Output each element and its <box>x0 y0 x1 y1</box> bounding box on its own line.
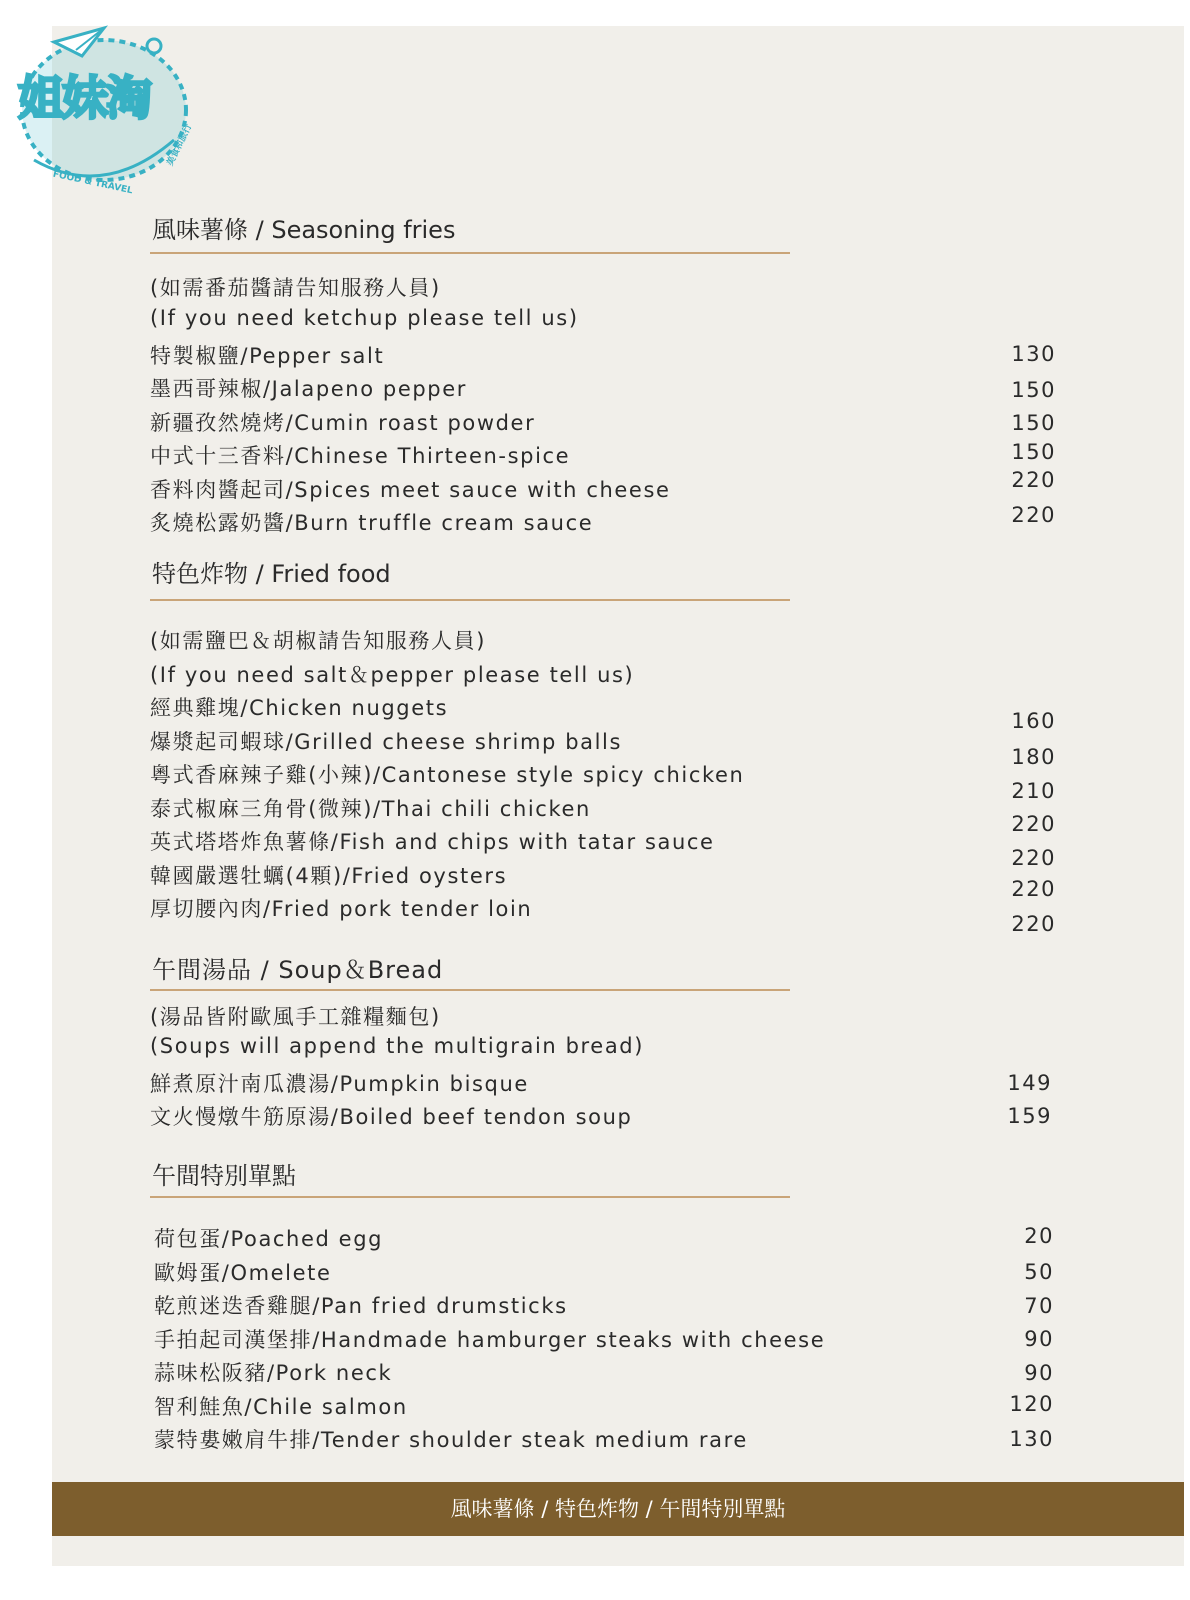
menu-item-price: 90 <box>1024 1327 1054 1351</box>
menu-item-name: 歐姆蛋/Omelete <box>154 1261 332 1285</box>
menu-item-name: 炙燒松露奶醬/Burn truffle cream sauce <box>150 511 594 535</box>
fries-note-zh: (如需番茄醬請告知服務人員) <box>150 276 441 300</box>
fried-note-zh: (如需鹽巴＆胡椒請告知服務人員) <box>150 629 486 653</box>
logo-name: 姐妹淘 <box>18 71 150 125</box>
menu-item-name: 手拍起司漢堡排/Handmade hamburger steaks with cheese <box>154 1328 826 1352</box>
section-title-fries: 風味薯條 / Seasoning fries <box>152 216 456 244</box>
menu-item-price: 220 <box>1011 912 1056 936</box>
menu-item-price: 159 <box>1007 1104 1052 1128</box>
section-title-special: 午間特別單點 <box>152 1162 296 1190</box>
menu-item-name: 厚切腰內肉/Fried pork tender loin <box>150 897 533 921</box>
menu-item-name: 文火慢燉牛筋原湯/Boiled beef tendon soup <box>150 1105 633 1129</box>
soup-note-en: (Soups will append the multigrain bread) <box>150 1034 645 1058</box>
soup-note-zh: (湯品皆附歐風手工雜糧麵包) <box>150 1005 441 1029</box>
menu-item-price: 70 <box>1024 1294 1054 1318</box>
menu-item-price: 210 <box>1011 779 1056 803</box>
menu-item-price: 220 <box>1011 846 1056 870</box>
menu-item-price: 220 <box>1011 877 1056 901</box>
menu-item-price: 150 <box>1011 440 1056 464</box>
menu-item-price: 130 <box>1009 1427 1054 1451</box>
menu-item-price: 220 <box>1011 503 1056 527</box>
divider <box>150 252 790 254</box>
fries-note-en: (If you need ketchup please tell us) <box>150 306 579 330</box>
logo-tagline-en: FOOD & TRAVEL <box>51 169 134 197</box>
menu-item-price: 50 <box>1024 1260 1054 1284</box>
menu-item-name: 鮮煮原汁南瓜濃湯/Pumpkin bisque <box>150 1072 529 1096</box>
menu-item-price: 220 <box>1011 468 1056 492</box>
menu-item-name: 智利鮭魚/Chile salmon <box>154 1395 408 1419</box>
menu-item-name: 經典雞塊/Chicken nuggets <box>150 696 449 720</box>
section-title-soup: 午間湯品 / Soup＆Bread <box>152 956 444 984</box>
divider <box>150 1196 790 1198</box>
section-title-fried: 特色炸物 / Fried food <box>152 560 391 588</box>
menu-item-name: 爆漿起司蝦球/Grilled cheese shrimp balls <box>150 730 623 754</box>
menu-item-name: 泰式椒麻三角骨(微辣)/Thai chili chicken <box>150 797 591 821</box>
menu-item-name: 粵式香麻辣子雞(小辣)/Cantonese style spicy chicken <box>150 763 745 787</box>
menu-item-price: 220 <box>1011 812 1056 836</box>
menu-item-price: 149 <box>1007 1071 1052 1095</box>
menu-item-name: 中式十三香料/Chinese Thirteen-spice <box>150 444 571 468</box>
menu-item-name: 乾煎迷迭香雞腿/Pan fried drumsticks <box>154 1294 568 1318</box>
fried-note-en: (If you need salt＆pepper please tell us) <box>150 663 635 687</box>
menu-item-name: 新疆孜然燒烤/Cumin roast powder <box>150 411 536 435</box>
divider <box>150 989 790 991</box>
menu-item-price: 130 <box>1011 342 1056 366</box>
menu-item-price: 90 <box>1024 1361 1054 1385</box>
brand-logo <box>4 10 204 200</box>
menu-item-name: 蒙特婁嫩肩牛排/Tender shoulder steak medium rare <box>154 1428 748 1452</box>
menu-item-name: 英式塔塔炸魚薯條/Fish and chips with tatar sauce <box>150 830 715 854</box>
divider <box>150 599 790 601</box>
menu-item-price: 150 <box>1011 411 1056 435</box>
menu-item-name: 荷包蛋/Poached egg <box>154 1227 384 1251</box>
menu-item-price: 20 <box>1024 1224 1054 1248</box>
menu-item-name: 墨西哥辣椒/Jalapeno pepper <box>150 377 467 401</box>
menu-item-price: 160 <box>1011 709 1056 733</box>
menu-item-price: 150 <box>1011 378 1056 402</box>
menu-item-name: 韓國嚴選牡蠣(4顆)/Fried oysters <box>150 864 508 888</box>
menu-item-name: 特製椒鹽/Pepper salt <box>150 344 385 368</box>
footer-banner: 風味薯條 / 特色炸物 / 午間特別單點 <box>52 1482 1184 1536</box>
menu-item-price: 180 <box>1011 745 1056 769</box>
menu-item-price: 120 <box>1009 1392 1054 1416</box>
logo-tagline-zh: 美食和旅行 <box>165 122 195 168</box>
menu-item-name: 蒜味松阪豬/Pork neck <box>154 1361 393 1385</box>
menu-item-name: 香料肉醬起司/Spices meet sauce with cheese <box>150 478 671 502</box>
